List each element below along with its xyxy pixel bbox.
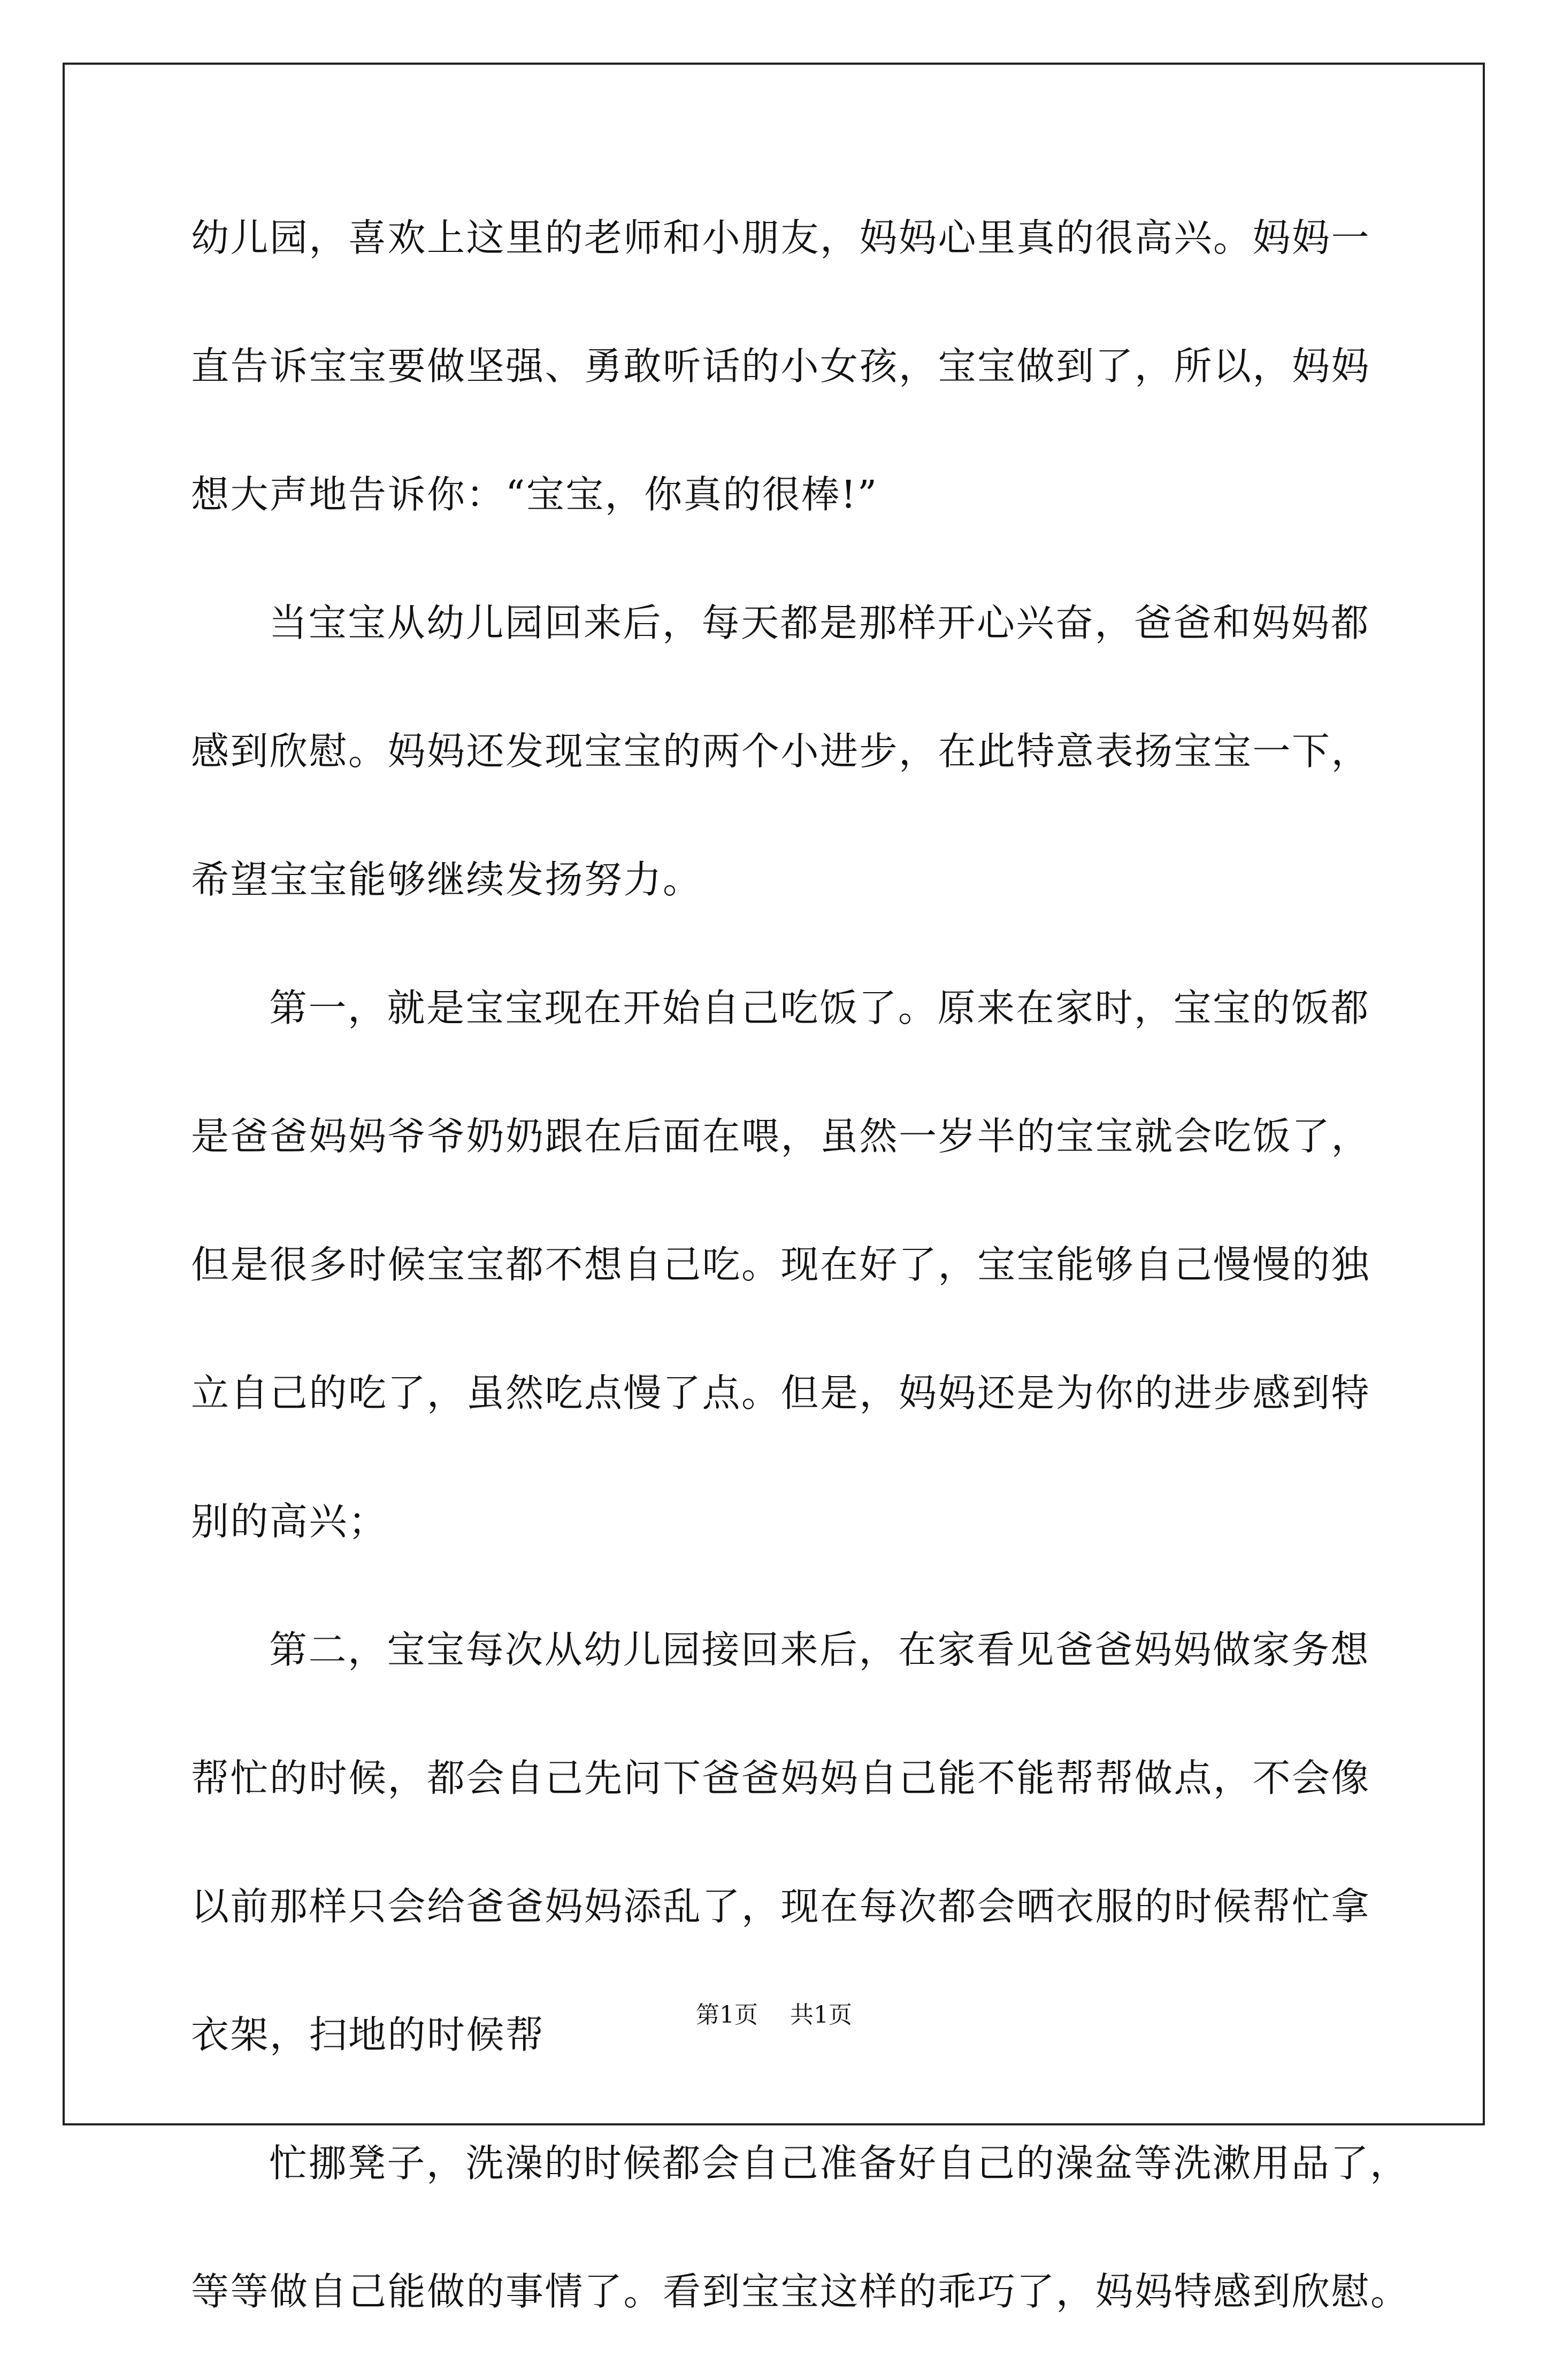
text-line: 帮忙的时候，都会自己先问下爸爸妈妈自己能不能帮帮做点，不会像 — [191, 1756, 1371, 1800]
text-line: 希望宝宝能够继续发扬努力。 — [191, 857, 702, 902]
text-line: 是爸爸妈妈爷爷奶奶跟在后面在喂，虽然一岁半的宝宝就会吃饭了， — [191, 1114, 1371, 1158]
text-line: 别的高兴； — [191, 1499, 388, 1544]
text-line: 第二，宝宝每次从幼儿园接回来后，在家看见爸爸妈妈做家务想 — [269, 1627, 1370, 1672]
page-footer — [0, 1999, 1548, 2031]
document-body — [191, 198, 1410, 2380]
text-line: 直告诉宝宝要做坚强、勇敢听话的小女孩，宝宝做到了，所以，妈妈 — [191, 344, 1371, 388]
text-line: 但是很多时候宝宝都不想自己吃。现在好了，宝宝能够自己慢慢的独 — [191, 1242, 1371, 1287]
page-number: 第1页 — [696, 2001, 758, 2029]
text-line: 立自己的吃了，虽然吃点慢了点。但是，妈妈还是为你的进步感到特 — [191, 1371, 1371, 1415]
text-line: 感到欣慰。妈妈还发现宝宝的两个小进步，在此特意表扬宝宝一下， — [191, 729, 1371, 773]
text-line: 等等做自己能做的事情了。看到宝宝这样的乖巧了，妈妈特感到欣慰。 — [191, 2269, 1410, 2314]
text-line: 想大声地告诉你：“宝宝，你真的很棒!” — [191, 472, 878, 517]
text-line: 以前那样只会给爸爸妈妈添乱了，现在每次都会晒衣服的时候帮忙拿 — [191, 1884, 1371, 1929]
text-line: 忙挪凳子，洗澡的时候都会自己准备好自己的澡盆等洗漱用品了， — [269, 2141, 1409, 2185]
text-line: 衣架，扫地的时候帮 — [191, 2013, 545, 2057]
page-total: 共1页 — [790, 2001, 852, 2029]
text-line: 第一，就是宝宝现在开始自己吃饭了。原来在家时，宝宝的饭都 — [269, 986, 1370, 1030]
text-line: 当宝宝从幼儿园回来后，每天都是那样开心兴奋，爸爸和妈妈都 — [269, 601, 1370, 645]
text-line: 幼儿园，喜欢上这里的老师和小朋友，妈妈心里真的很高兴。妈妈一 — [191, 216, 1371, 260]
